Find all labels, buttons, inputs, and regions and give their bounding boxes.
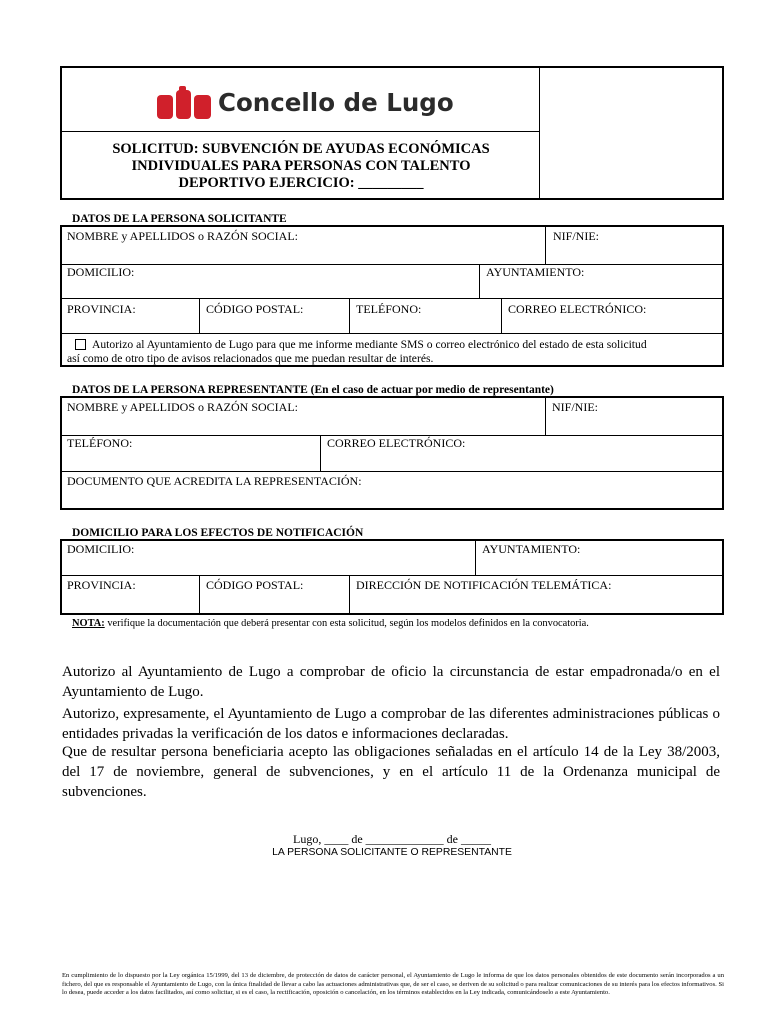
signature-date-line[interactable]: Lugo, ____ de _____________ de _____ bbox=[293, 832, 491, 846]
data-protection-footer: En cumplimiento de lo dispuesto por la Ley orgánica 15/1999, del 13 de diciembre, de protección de datos de carácter personal, el Ayuntamiento de Lugo le informa de que los datos personales obtenidos de este documento serán incorporados a un fichero, del que es responsable el Ayuntamiento de Lugo, con la única finalidad de llevar a cabo las actuaciones administrativas que, de ser el caso, se deriven de su solicitud o para realizar comunicaciones de su interés para los efectos informativos. Si lo desea, puede acceder a los datos facilitados, así como solicitar, si es el caso, la rectificación, oposición o cancelación, en los términos establecidos en la Ley indicada, comunicándoselo a este Ayuntamiento. bbox=[62, 972, 724, 997]
col-divider bbox=[501, 298, 502, 333]
signature-signer: LA PERSONA SOLICITANTE O REPRESENTANTE bbox=[272, 847, 512, 858]
col-divider bbox=[479, 264, 480, 298]
col-divider bbox=[349, 575, 350, 615]
form-title-line1: SOLICITUD: SUBVENCIÓN DE AYUDAS ECONÓMICAS bbox=[112, 141, 490, 157]
notificacion-ayuntamiento-field[interactable]: AYUNTAMIENTO: bbox=[482, 542, 581, 556]
notificacion-domicilio-field[interactable]: DOMICILIO: bbox=[67, 542, 135, 556]
paragraph-verificacion: Autorizo, expresamente, el Ayuntamiento de Lugo a comprobar de las diferentes administraciones públicas o entidades privadas la verificación de los datos e informaciones declaradas. bbox=[62, 706, 720, 742]
form-title-line3: DEPORTIVO EJERCICIO: _________ bbox=[178, 175, 424, 191]
section-heading-notificacion: DOMICILIO PARA LOS EFECTOS DE NOTIFICACIÓN bbox=[72, 527, 364, 539]
col-divider bbox=[545, 225, 546, 264]
section-heading-representante: DATOS DE LA PERSONA REPRESENTANTE (En el caso de actuar por medio de representante) bbox=[72, 384, 554, 396]
paragraph-obligaciones: Que de resultar persona beneficiaria acepto las obligaciones señaladas en el artículo 14 de la Ley 38/2003, del 17 de noviembre, general de subvenciones, y en el artículo 11 de la Ordenanza municipal de subvenciones. bbox=[62, 744, 720, 800]
row-divider bbox=[60, 471, 724, 472]
representante-documento-field[interactable]: DOCUMENTO QUE ACREDITA LA REPRESENTACIÓN: bbox=[67, 474, 362, 488]
notificacion-box bbox=[60, 539, 724, 615]
col-divider bbox=[320, 435, 321, 471]
header-divider-horizontal bbox=[60, 131, 540, 132]
solicitante-nif-field[interactable]: NIF/NIE: bbox=[553, 229, 599, 243]
row-divider bbox=[60, 575, 724, 576]
notificacion-provincia-field[interactable]: PROVINCIA: bbox=[67, 578, 136, 592]
logo bbox=[156, 86, 456, 122]
nota-text: verifique la documentación que deberá presentar con esta solicitud, según los modelos definidos en la convocatoria. bbox=[104, 618, 589, 629]
representante-nombre-field[interactable]: NOMBRE y APELLIDOS o RAZÓN SOCIAL: bbox=[67, 400, 299, 414]
solicitante-cp-field[interactable]: CÓDIGO POSTAL: bbox=[206, 302, 304, 316]
col-divider bbox=[545, 396, 546, 435]
logo-text: Concello de Lugo bbox=[218, 88, 454, 117]
solicitante-provincia-field[interactable]: PROVINCIA: bbox=[67, 302, 136, 316]
solicitante-correo-field[interactable]: CORREO ELECTRÓNICO: bbox=[508, 302, 647, 316]
autorizo-sms-line1: Autorizo al Ayuntamiento de Lugo para que me informe mediante SMS o correo electrónico del estado de esta solicitud bbox=[92, 338, 647, 351]
solicitante-nombre-field[interactable]: NOMBRE y APELLIDOS o RAZÓN SOCIAL: bbox=[67, 229, 299, 243]
representante-telefono-field[interactable]: TELÉFONO: bbox=[67, 436, 133, 450]
row-divider bbox=[60, 333, 724, 334]
representante-nif-field[interactable]: NIF/NIE: bbox=[552, 400, 598, 414]
col-divider bbox=[349, 298, 350, 333]
solicitante-telefono-field[interactable]: TELÉFONO: bbox=[356, 302, 422, 316]
row-divider bbox=[60, 264, 724, 265]
col-divider bbox=[199, 298, 200, 333]
col-divider bbox=[199, 575, 200, 615]
solicitante-ayuntamiento-field[interactable]: AYUNTAMIENTO: bbox=[486, 265, 585, 279]
lugo-logo-icon bbox=[156, 86, 216, 122]
section-heading-solicitante: DATOS DE LA PERSONA SOLICITANTE bbox=[72, 213, 287, 225]
paragraph-empadronamiento: Autorizo al Ayuntamiento de Lugo a comprobar de oficio la circunstancia de estar empadronada/o en el Ayuntamiento de Lugo. bbox=[62, 664, 720, 700]
representante-correo-field[interactable]: CORREO ELECTRÓNICO: bbox=[327, 436, 466, 450]
col-divider bbox=[475, 539, 476, 575]
nota-label: NOTA: bbox=[72, 618, 105, 629]
row-divider bbox=[60, 298, 724, 299]
autorizo-sms-checkbox[interactable] bbox=[75, 339, 86, 350]
form-title-line2: INDIVIDUALES PARA PERSONAS CON TALENTO bbox=[131, 158, 471, 174]
nota bbox=[72, 617, 589, 631]
notificacion-cp-field[interactable]: CÓDIGO POSTAL: bbox=[206, 578, 304, 592]
solicitante-domicilio-field[interactable]: DOMICILIO: bbox=[67, 265, 135, 279]
autorizo-sms-line2: así como de otro tipo de avisos relacionados que me puedan resultar de interés. bbox=[67, 352, 434, 365]
notificacion-direccion-field[interactable]: DIRECCIÓN DE NOTIFICACIÓN TELEMÁTICA: bbox=[356, 578, 612, 592]
